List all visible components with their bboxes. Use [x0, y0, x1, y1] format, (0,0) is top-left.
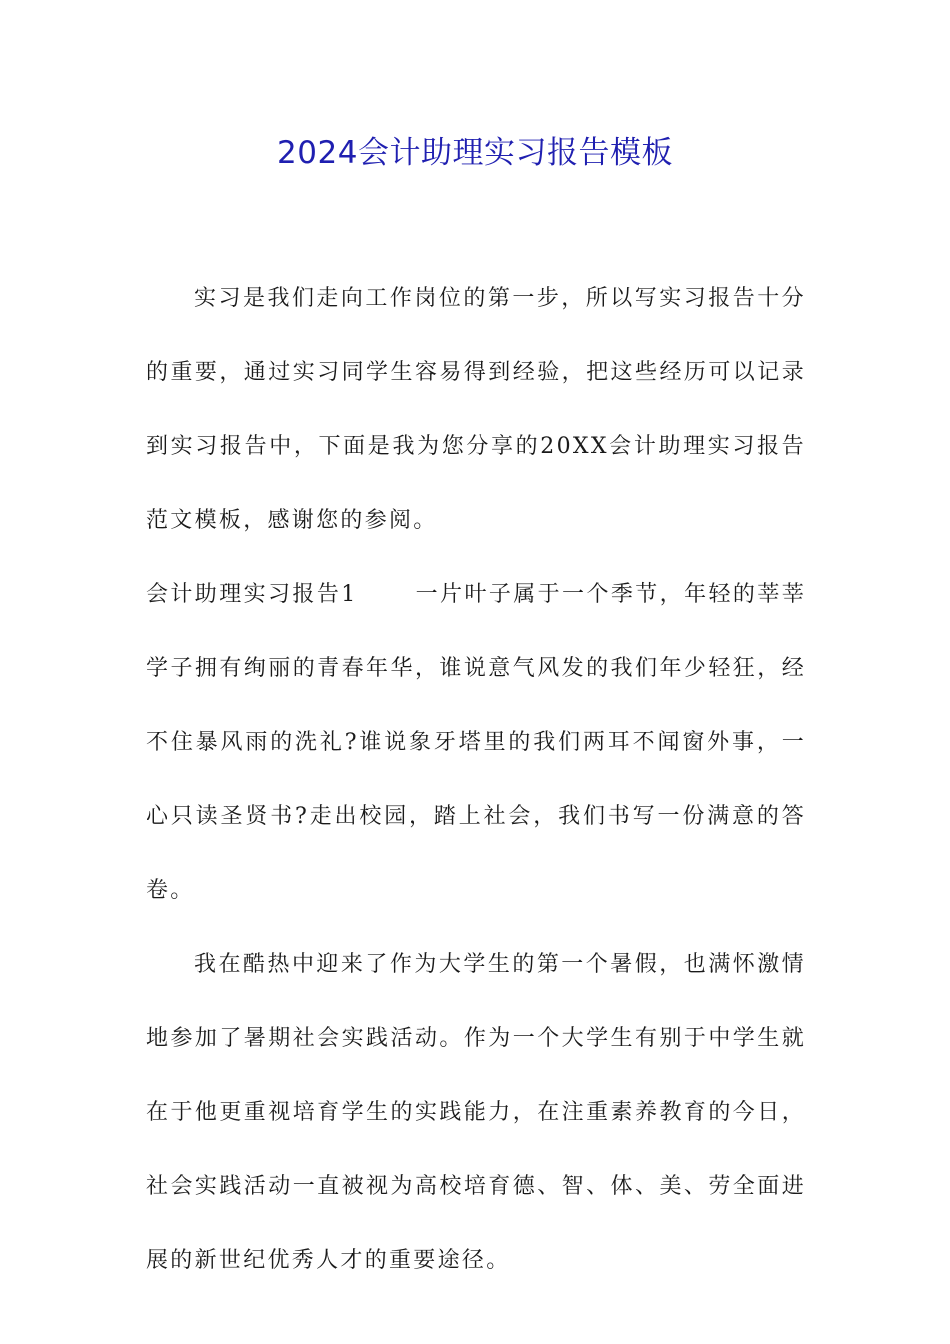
- section-paragraph: [146, 558, 806, 928]
- section-heading: 会计助理实习报告1: [146, 582, 358, 607]
- section-text: 一片叶子属于一个季节，年轻的莘莘学子拥有绚丽的青春年华，谁说意气风发的我们年少轻狂，经不住暴风雨的洗礼?谁说象牙塔里的我们两耳不闻窗外事，一心只读圣贤书?走出校园，踏上社会，我们书写一份满意的答卷。: [146, 582, 806, 903]
- document-title: 2024会计助理实习报告模板: [277, 135, 673, 171]
- body-paragraph: 我在酷热中迎来了作为大学生的第一个暑假，也满怀激情地参加了暑期社会实践活动。作为一个大学生有别于中学生就在于他更重视培育学生的实践能力，在注重素养教育的今日，社会实践活动一直被视为高校培育德、智、体、美、劳全面进展的新世纪优秀人才的重要途径。: [146, 952, 806, 1273]
- document-body: [146, 262, 806, 1298]
- intro-paragraph: 实习是我们走向工作岗位的第一步，所以写实习报告十分的重要，通过实习同学生容易得到经验，把这些经历可以记录到实习报告中，下面是我为您分享的20XX会计助理实习报告范文模板，感谢您的参阅。: [146, 286, 806, 533]
